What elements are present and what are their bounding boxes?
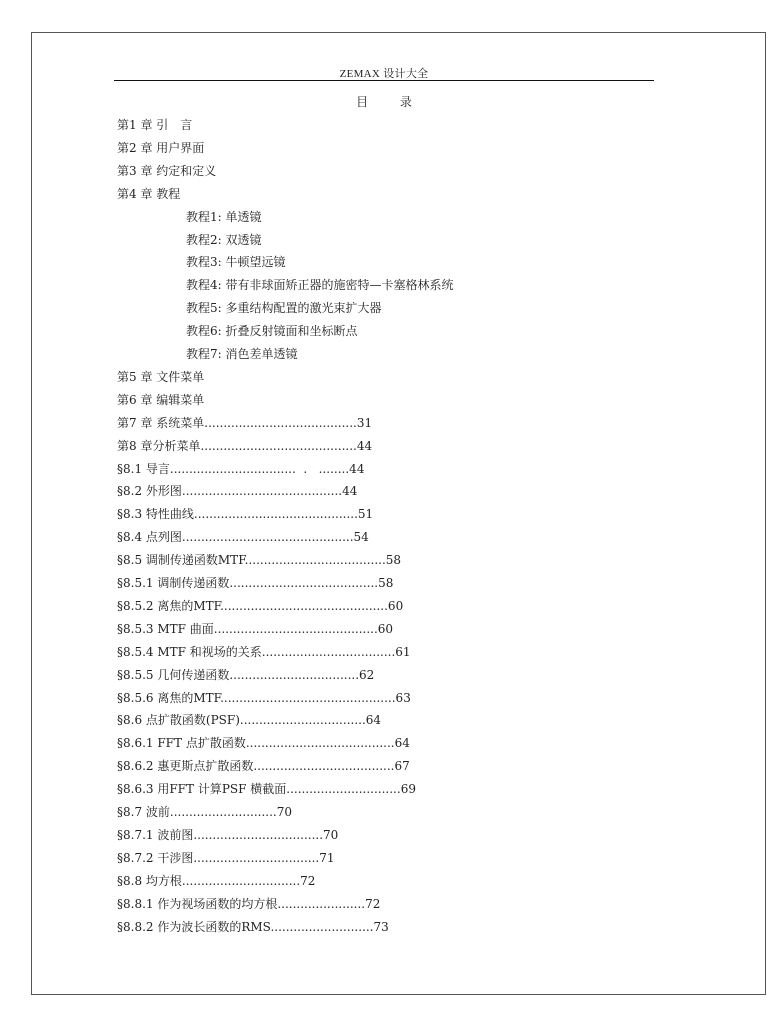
toc-entry: §8.6 点扩散函数(PSF).................................64 — [117, 713, 382, 727]
toc-entry: §8.5.4 MTF 和视场的关系...................................61 — [117, 645, 411, 659]
toc-entry: 第4 章 教程 — [117, 187, 181, 201]
toc-entry: 教程4: 带有非球面矫正器的施密特—卡塞格林系统 — [186, 278, 454, 292]
toc-entry: §8.7.2 干涉图.................................71 — [117, 851, 335, 865]
toc-title: 目 录 — [356, 95, 426, 109]
toc-entry: §8.8 均方根...............................72 — [117, 874, 316, 888]
toc-entry: 第3 章 约定和定义 — [117, 164, 217, 178]
toc-entry: 教程6: 折叠反射镜面和坐标断点 — [186, 324, 358, 338]
toc-entry: 第6 章 编辑菜单 — [117, 393, 205, 407]
toc-entry: 教程2: 双透镜 — [186, 233, 262, 247]
toc-entry: 教程7: 消色差单透镜 — [186, 347, 298, 361]
toc-entry: §8.8.2 作为波长函数的RMS...........................73 — [117, 920, 389, 934]
toc-entry: §8.6.3 用FFT 计算PSF 横截面..............................69 — [117, 782, 416, 796]
toc-entry: 第1 章 引 言 — [117, 118, 193, 132]
toc-entry: §8.1 导言................................. . ........44 — [117, 462, 365, 476]
toc-entry: 第2 章 用户界面 — [117, 141, 205, 155]
toc-entry: 第8 章分析菜单.........................................44 — [117, 439, 373, 453]
toc-entry: 教程1: 单透镜 — [186, 210, 262, 224]
toc-entry: §8.5.6 离焦的MTF..............................................63 — [117, 691, 411, 705]
toc-entry: 教程3: 牛顿望远镜 — [186, 255, 286, 269]
toc-entry: 第7 章 系统菜单........................................31 — [117, 416, 373, 430]
toc-entry: §8.5.2 离焦的MTF............................................60 — [117, 599, 404, 613]
toc-entry: §8.6.2 惠更斯点扩散函数.....................................67 — [117, 759, 410, 773]
running-header-title: ZEMAX 设计大全 — [339, 68, 429, 80]
toc-entry: §8.4 点列图.............................................54 — [117, 530, 369, 544]
toc-entry: §8.7 波前............................70 — [117, 805, 292, 819]
toc-entry: §8.7.1 波前图..................................70 — [117, 828, 339, 842]
toc-entry: §8.8.1 作为视场函数的均方根.......................72 — [117, 897, 381, 911]
toc-entry: 第5 章 文件菜单 — [117, 370, 205, 384]
toc-entry: §8.6.1 FFT 点扩散函数.......................................64 — [117, 736, 410, 750]
toc-entry: §8.3 特性曲线...........................................51 — [117, 507, 374, 521]
toc-entry: §8.5.5 几何传递函数..................................62 — [117, 668, 375, 682]
toc-entry: §8.5 调制传递函数MTF.....................................58 — [117, 553, 402, 567]
toc-entry: §8.2 外形图..........................................44 — [117, 484, 358, 498]
toc-entry: §8.5.3 MTF 曲面...........................................60 — [117, 622, 394, 636]
toc-entry: 教程5: 多重结构配置的激光束扩大器 — [186, 301, 382, 315]
toc-entry: §8.5.1 调制传递函数.......................................58 — [117, 576, 394, 590]
